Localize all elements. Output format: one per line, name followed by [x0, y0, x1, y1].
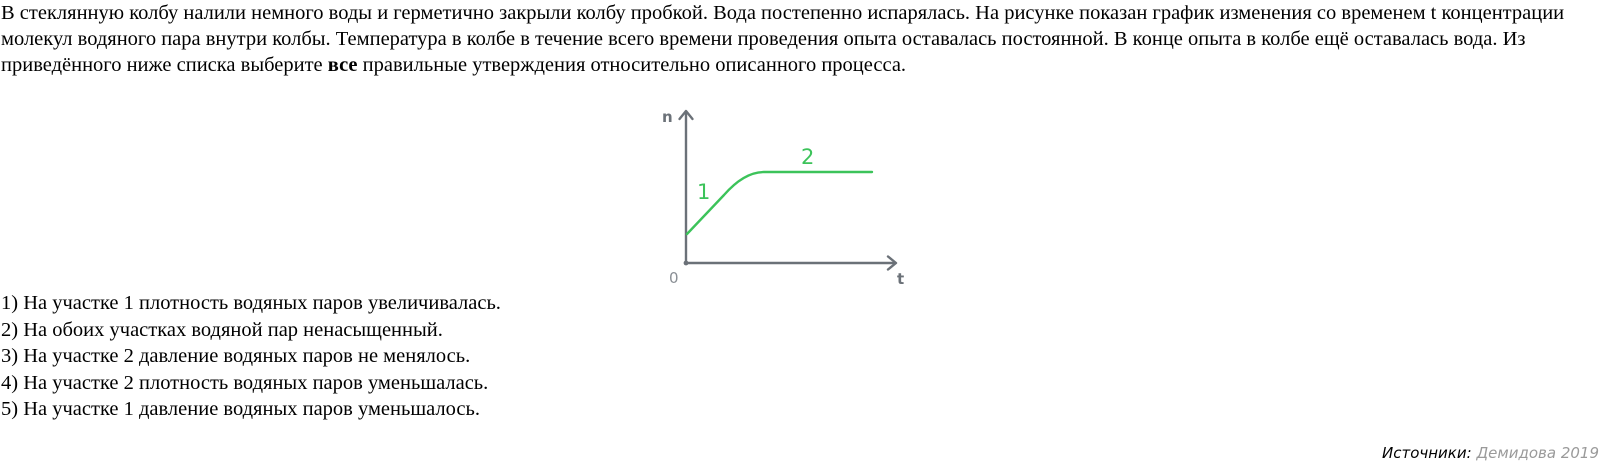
segment-2-label: 2 — [801, 145, 815, 169]
segment-1-label: 1 — [697, 180, 711, 204]
y-axis-label: n — [662, 108, 673, 126]
sources-line — [1382, 442, 1599, 464]
problem-bold-word: все — [327, 54, 358, 76]
answer-option-4: 4) На участке 2 плотность водяных паров уменьшалась. — [1, 371, 489, 394]
problem-text-part-1: В стеклянную колбу налили немного воды и герметично закрыли колбу пробкой. Вода постепенно испарялась. На рисунке показан график изменения со временем t концентрации молекул водяного пара внутри колбы. Температура в колбе в течение всего времени проведения опыта оставалась постоянной. В конце опыта в колбе ещё оставалась вода. Из приведённого ниже списка выберите — [1, 2, 1565, 76]
problem-text-part-2: правильные утверждения относительно описанного процесса. — [357, 54, 907, 76]
graph-svg — [650, 100, 920, 295]
answer-option-3: 3) На участке 2 давление водяных паров не менялось. — [1, 345, 471, 368]
origin-label: 0 — [669, 269, 679, 287]
answer-option-5: 5) На участке 1 давление водяных паров уменьшалось. — [1, 398, 480, 421]
answer-option-1: 1) На участке 1 плотность водяных паров увеличивалась. — [1, 292, 501, 314]
x-axis-label: t — [897, 270, 905, 288]
sources-link[interactable]: Демидова 2019 — [1476, 444, 1599, 462]
concentration-curve — [687, 172, 872, 234]
answer-options — [1, 290, 501, 423]
answer-option-2: 2) На обоих участках водяной пар ненасыщенный. — [1, 318, 443, 341]
problem-statement — [1, 0, 1597, 78]
origin-point — [684, 261, 689, 266]
concentration-graph — [650, 100, 920, 295]
sources-label: Источники: — [1382, 444, 1472, 462]
